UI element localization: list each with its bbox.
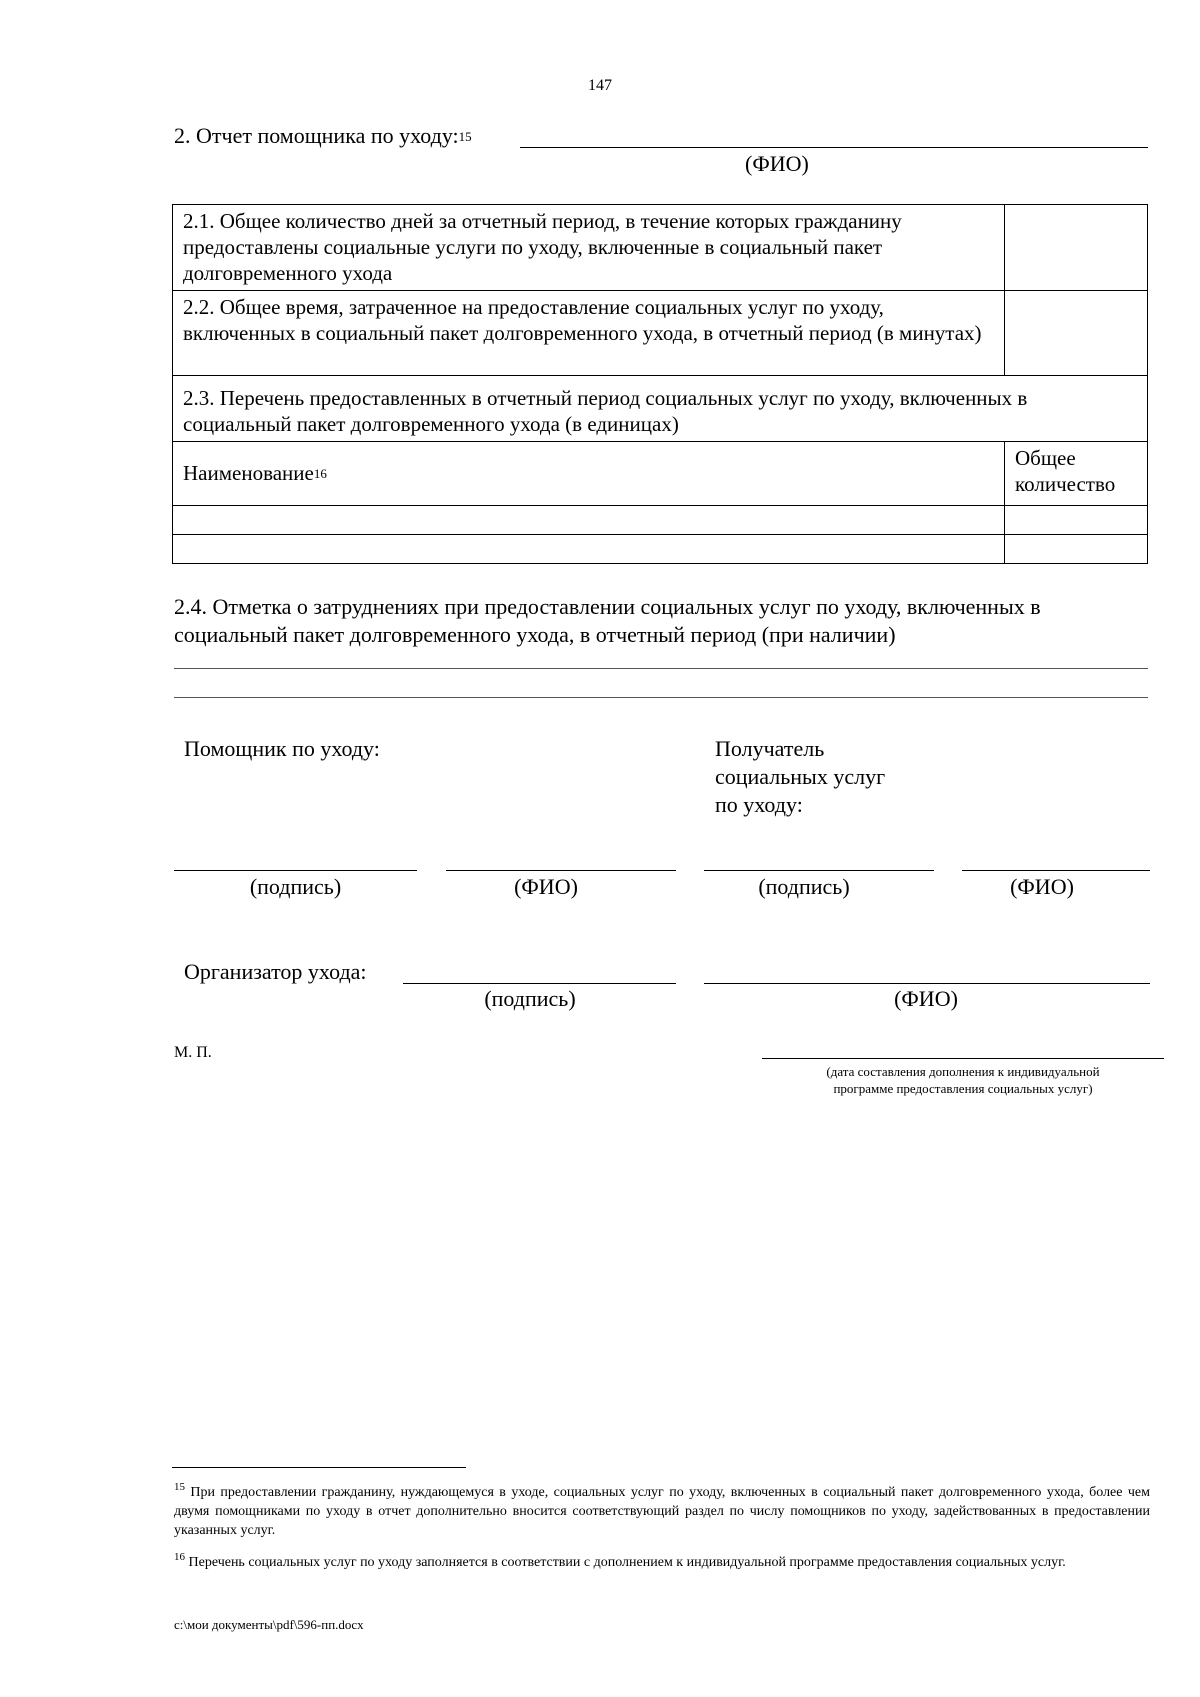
row-2-1-text: 2.1. Общее количество дней за отчетный период, в течение которых гражданину предоставлены социальные услуги по уходу, включенные в социальный пакет долговременного ухода [173,205,1005,291]
col-total-line1: Общее [1015,446,1076,470]
date-caption [762,1063,1164,1097]
organizer-podpis-caption: (подпись) [484,986,576,1011]
table-row-2-1 [173,205,1148,291]
recipient-fio-caption: (ФИО) [1010,874,1074,899]
row-2-3-text: 2.3. Перечень предоставленных в отчетный период социальных услуг по уходу, включенных в социальный пакет долговременного ухода (в единицах) [173,376,1148,442]
col-total-header [1005,442,1148,506]
footnote-ref-16: 16 [313,465,327,481]
assistant-signature-line[interactable] [174,870,417,871]
organizer-fio-caption: (ФИО) [894,986,958,1011]
assistant-fio-caption: (ФИО) [745,151,809,176]
assistant-fio-caption-2: (ФИО) [514,874,578,899]
difficulties-line-2[interactable] [174,697,1148,698]
date-caption-line2: программе предоставления социальных услуг) [833,1081,1093,1096]
service-name-cell[interactable] [173,506,1005,535]
row-2-2-value-cell[interactable] [1005,291,1148,376]
footnote-ref-15: 15 [458,129,472,144]
recipient-line3: по уходу: [715,792,803,817]
table-row-2-3 [173,376,1148,442]
table-row-2-2 [173,291,1148,376]
row-2-2-text: 2.2. Общее время, затраченное на предоставление социальных услуг по уходу, включенных в социальный пакет долговременного ухода, в отчетный период (в минутах) [173,291,1005,376]
footnote-16-number: 16 [174,1551,185,1563]
service-count-cell[interactable] [1005,535,1148,564]
difficulties-line-1[interactable] [174,668,1148,669]
recipient-line1: Получатель [715,736,825,761]
col-name-label: Наименование [183,460,314,485]
table-row [173,506,1148,535]
table-header-row [173,442,1148,506]
date-caption-line1: (дата составления дополнения к индивидуальной [826,1064,1100,1079]
service-count-cell[interactable] [1005,506,1148,535]
footnote-16-text: Перечень социальных услуг по уходу заполняется в соответствии с дополнением к индивидуальной программе предоставления социальных услуг. [188,1555,1066,1570]
page-number: 147 [588,77,612,94]
assistant-podpis-caption: (подпись) [249,874,342,899]
recipient-fio-sign-line[interactable] [962,870,1150,871]
service-name-cell[interactable] [173,535,1005,564]
section2-4-text: 2.4. Отметка о затруднениях при предоставлении социальных услуг по уходу, включенных в социальный пакет долговременного ухода, в отчетный период (при наличии) [174,594,1041,647]
row-2-1-value-cell[interactable] [1005,205,1148,291]
report-table [172,204,1148,564]
assistant-label: Помощник по уходу: [184,736,380,761]
table-row [173,535,1148,564]
organizer-label: Организатор ухода: [184,959,367,984]
footnote-15-text: При предоставлении гражданину, нуждающемуся в уходе, социальных услуг по уходу, включенных в социальный пакет долговременного ухода, более чем двумя помощниками по уходу в отчет дополнительно вносится соответствующий раздел по числу помощников по уходу, задействованных в предоставлении указанных услуг. [174,1485,1151,1538]
col-total-line2: количество [1015,472,1116,496]
date-line[interactable] [762,1058,1164,1059]
section2-title-block [174,122,472,151]
footnote-16 [174,1548,1150,1572]
footnote-separator [172,1467,466,1468]
recipient-podpis-caption: (подпись) [758,874,850,899]
file-path: c:\мои документы\pdf\596-пп.docx [174,1617,364,1632]
stamp-mark: М. П. [174,1044,212,1061]
recipient-line2: социальных услуг [715,764,886,789]
col-name-header [173,442,1005,506]
organizer-signature-line[interactable] [403,983,676,984]
assistant-fio-line[interactable] [520,147,1148,148]
assistant-fio-sign-line[interactable] [446,870,676,871]
organizer-fio-line[interactable] [704,983,1150,984]
section2-title: 2. Отчет помощника по уходу: [174,123,459,148]
footnote-15 [174,1478,1150,1540]
recipient-signature-line[interactable] [704,870,934,871]
footnote-15-number: 15 [174,1481,185,1493]
recipient-label [715,735,885,819]
